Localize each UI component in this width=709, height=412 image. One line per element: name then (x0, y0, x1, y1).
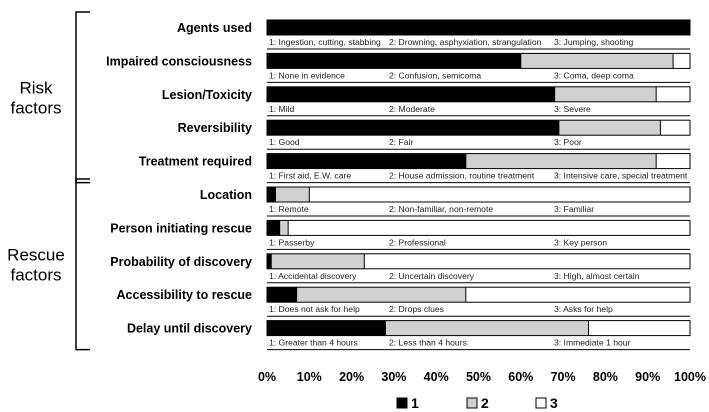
level-label: 2: Non-familiar, non-remote (389, 204, 494, 214)
bar-segment-1 (267, 254, 271, 269)
x-tick-label: 50% (465, 370, 492, 384)
legend-swatch-2 (467, 398, 477, 408)
level-label: 1: Does not ask for help (269, 304, 360, 315)
group-bracket (76, 179, 90, 350)
x-tick-label: 10% (296, 370, 322, 384)
x-tick-label: 0% (257, 370, 277, 384)
legend-label: 2 (481, 395, 489, 411)
bar-segment-1 (267, 20, 690, 35)
level-label: 3: Coma, deep coma (554, 70, 634, 81)
legend-swatch-1 (397, 398, 407, 408)
row-label: Delay until discovery (126, 321, 252, 336)
group-label: factors (10, 98, 62, 118)
level-label: 3: Jumping, shooting (554, 37, 634, 47)
bar-segment-1 (267, 220, 280, 235)
level-label: 1: Mild (269, 103, 295, 114)
level-label: 1: Greater than 4 hours (269, 337, 358, 348)
row-label: Accessibility to rescue (116, 288, 252, 303)
row-label: Lesion/Toxicity (161, 87, 252, 102)
level-label: 3: Severe (554, 103, 591, 114)
level-label: 3: High, almost certain (554, 270, 640, 281)
row-label: Impaired consciousness (106, 54, 252, 69)
bar-segment-1 (267, 87, 555, 102)
level-label: 2: Drops clues (389, 304, 444, 315)
bar-segment-2 (521, 53, 673, 68)
row-label: Reversibility (177, 121, 252, 136)
level-label: 1: First aid, E.W. care (269, 170, 352, 181)
bar-segment-2 (559, 120, 661, 135)
level-label: 2: Less than 4 hours (389, 337, 467, 348)
bar-segment-3 (466, 287, 690, 302)
bar-segment-2 (275, 187, 309, 202)
bar-segment-1 (267, 321, 385, 336)
x-tick-label: 100% (674, 370, 706, 384)
bar-segment-3 (309, 187, 690, 202)
x-tick-label: 80% (592, 370, 618, 384)
level-label: 2: Drowning, asphyxiation, strangulation (389, 37, 542, 47)
group-label: Rescue (7, 245, 65, 265)
x-tick-label: 30% (381, 370, 407, 384)
level-label: 1: Passerby (269, 237, 315, 248)
legend-label: 3 (550, 395, 558, 411)
bar-segment-3 (660, 120, 690, 135)
group-label: Risk (19, 78, 53, 98)
x-tick-label: 70% (550, 370, 576, 384)
level-label: 2: Confusion, semicoma (389, 70, 482, 81)
bar-segment-1 (267, 187, 275, 202)
bar-segment-3 (364, 254, 690, 269)
legend-swatch-3 (536, 398, 546, 408)
bar-segment-1 (267, 287, 297, 302)
level-label: 1: Accidental discovery (269, 270, 357, 281)
bar-segment-1 (267, 53, 521, 68)
row-label: Treatment required (138, 154, 252, 169)
bar-segment-2 (280, 220, 288, 235)
row-label: Location (199, 188, 252, 202)
level-label: 3: Intensive care, special treatment (554, 170, 688, 181)
bar-segment-3 (588, 321, 690, 336)
bar-segment-3 (656, 154, 690, 169)
level-label: 1: Remote (269, 204, 309, 214)
level-label: 3: Immediate 1 hour (554, 337, 631, 348)
bar-segment-2 (385, 321, 588, 336)
level-label: 2: Moderate (389, 103, 435, 114)
bar-segment-1 (267, 154, 466, 169)
bar-segment-3 (673, 53, 690, 68)
bar-segment-3 (288, 220, 690, 235)
x-tick-label: 40% (423, 370, 449, 384)
bar-segment-2 (297, 287, 466, 302)
x-tick-label: 90% (635, 370, 661, 384)
group-bracket (76, 12, 90, 183)
level-label: 3: Asks for help (554, 304, 613, 315)
level-label: 1: Good (269, 137, 300, 148)
level-label: 3: Key person (554, 237, 608, 248)
level-label: 3: Familiar (554, 204, 595, 214)
bar-segment-2 (271, 254, 364, 269)
x-tick-label: 20% (339, 370, 365, 384)
level-label: 2: Professional (389, 237, 446, 248)
bar-segment-1 (267, 120, 559, 135)
bar-segment-2 (466, 154, 656, 169)
level-label: 2: Uncertain discovery (389, 270, 475, 281)
group-label: factors (10, 265, 62, 285)
level-label: 2: House admission, routine treatment (389, 170, 535, 181)
bar-segment-3 (656, 87, 690, 102)
level-label: 1: None in evidence (269, 70, 345, 81)
row-label: Person initiating rescue (110, 221, 252, 236)
level-label: 3: Poor (554, 137, 582, 148)
x-tick-label: 60% (508, 370, 534, 384)
row-label: Probability of discovery (110, 254, 252, 269)
legend-label: 1 (411, 395, 419, 411)
row-label: Agents used (176, 21, 252, 35)
level-label: 2: Fair (389, 137, 414, 148)
level-label: 1: Ingestion, cutting, stabbing (269, 37, 381, 47)
bar-segment-2 (555, 87, 657, 102)
